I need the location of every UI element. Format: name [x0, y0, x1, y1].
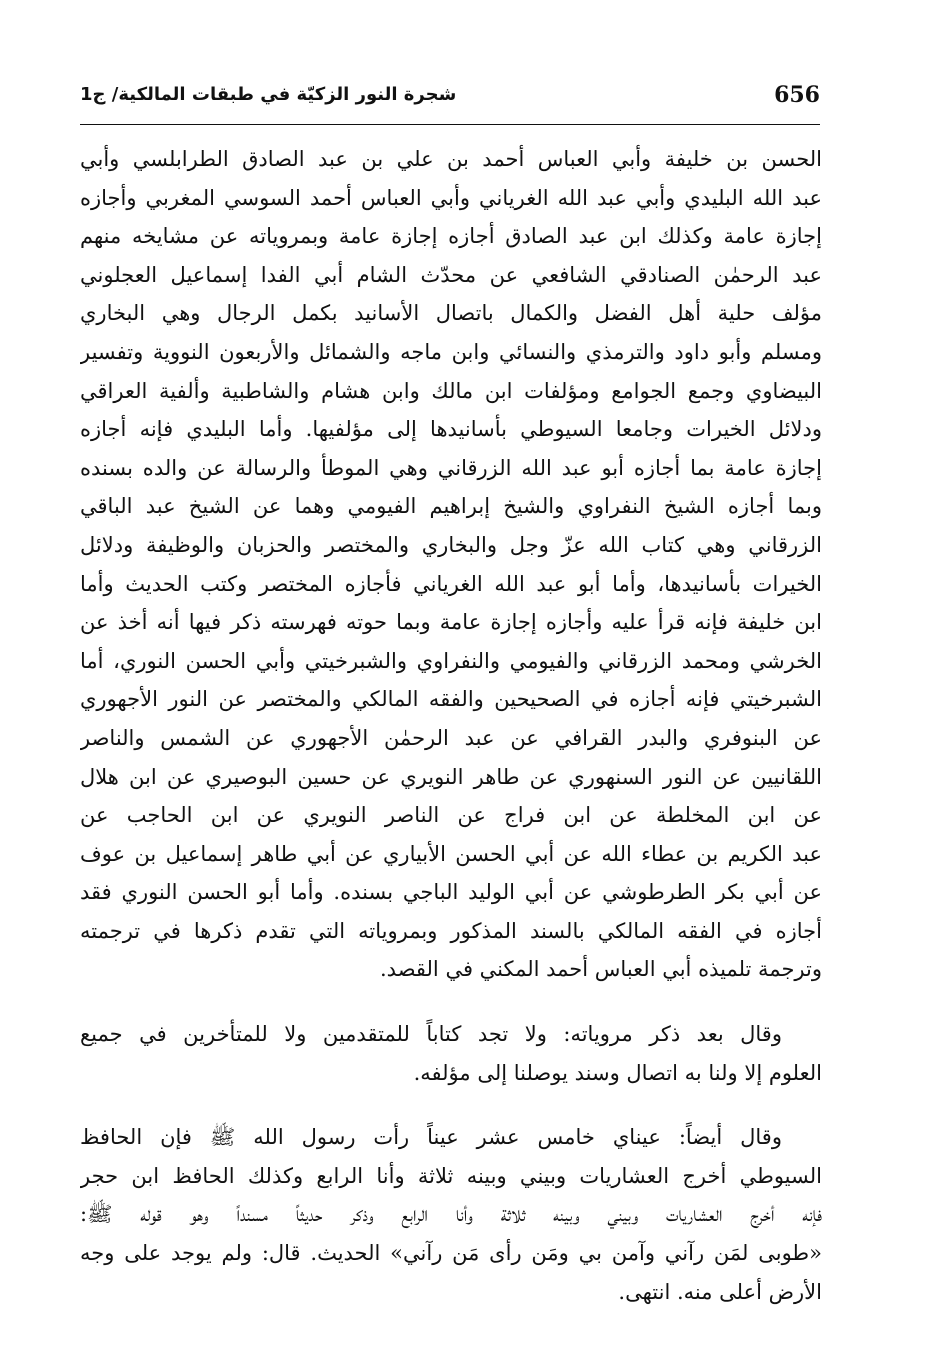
- text-line: وترجمة تلميذه أبي العباس أحمد المكني في القصد.: [380, 957, 822, 982]
- text-line: وقال بعد ذكر مروياته: ولا تجد كتاباً للمتقدمين ولا للمتأخرين في جميع: [80, 1022, 782, 1047]
- paragraph-3: [80, 1118, 822, 1311]
- text-line: العلوم إلا ولنا به اتصال وسند يوصلنا إلى مؤلفه.: [413, 1060, 822, 1085]
- text-line: البيضاوي وجمع الجوامع ومؤلفات ابن مالك وابن هشام والشاطبية وألفية العراقي: [80, 378, 822, 403]
- paragraph-2: [80, 1015, 822, 1092]
- text-line: إجازة عامة وكذلك ابن عبد الصادق أجازه إجازة عامة وبمروياته عن مشايخه منهم: [80, 224, 822, 249]
- running-title: شجرة النور الزكيّة في طبقات المالكية/ ج1: [80, 84, 457, 105]
- text-line: فإنه أخرج العشاريات وبيني وبينه ثلاثة وأنا الرابع وذكر حديثاً مسنداً وهو قوله ﷺ:: [80, 1202, 822, 1227]
- text-line: الزرقاني وهي كتاب الله عزّ وجل والبخاري والمختصر والحزبان والوظيفة ودلائل: [80, 532, 822, 557]
- text-line: أجازه في الفقه المالكي بالسند المذكور وبمروياته التي تقدم ذكرها في ترجمته: [80, 918, 822, 943]
- text-line: عبد الله البليدي وأبي عبد الله الغرياني وأبي العباس أحمد السوسي المغربي وأجازه: [80, 185, 822, 210]
- body-text: [80, 140, 822, 1311]
- text-line: ودلائل الخيرات وجامعا السيوطي بأسانيدها إلى مؤلفيها. وأما البليدي فإنه أجازه: [80, 417, 822, 442]
- text-line: عن البنوفري والبدر القرافي عن عبد الرحمٰن الأجهوري عن الشمس والناصر: [80, 725, 822, 750]
- text-line: عن ابن المخلطة عن ابن فراج عن الناصر النويري عن ابن الحاجب عن: [80, 803, 822, 828]
- text-line: الخيرات بأسانيدها، وأما أبو عبد الله الغرياني فأجازه المختصر وكتب الحديث وأما: [80, 571, 822, 596]
- text-line: السيوطي أخرج العشاريات وبيني وبينه ثلاثة وأنا الرابع وكذلك الحافظ ابن حجر: [80, 1163, 822, 1188]
- text-line: مؤلف حلية أهل الفضل والكمال باتصال الأسانيد بكمل الرجال وهي البخاري: [80, 301, 822, 326]
- text-line: ابن خليفة فإنه قرأ عليه وأجازه إجازة عامة وبما حوته فهرسته ذكر فيها أنه أخذ عن: [80, 610, 822, 635]
- text-line: عبد الرحمٰن الصنادقي الشافعي عن محدّث الشام أبي الفدا إسماعيل العجلوني: [80, 262, 822, 287]
- page-number: 656: [774, 82, 820, 108]
- text-line: «طوبى لمَن رآني وآمن بي ومَن رأى مَن رآني» الحديث. قال: ولم يوجد على وجه: [80, 1241, 822, 1266]
- text-line: الأرض أعلى منه. انتهى.: [618, 1279, 822, 1304]
- text-line: الشبرخيتي فإنه أجازه في الصحيحين والفقه المالكي والمختصر عن النور الأجهوري: [80, 687, 822, 712]
- text-line: ومسلم وأبو داود والترمذي والنسائي وابن ماجه والشمائل والأربعون النووية وتفسير: [80, 339, 822, 364]
- text-line: عبد الكريم بن عطاء الله عن أبي الحسن الأبياري عن أبي طاهر إسماعيل بن عوف: [80, 841, 822, 866]
- paragraph-1: [80, 140, 822, 989]
- running-head: [80, 82, 820, 122]
- text-line: عن أبي بكر الطرطوشي عن أبي الوليد الباجي بسنده. وأما أبو الحسن النوري فقد: [80, 880, 822, 905]
- text-line: وبما أجازه الشيخ النفراوي والشيخ إبراهيم الفيومي وهما عن الشيخ عبد الباقي: [80, 494, 822, 519]
- paragraph-gap: [80, 1092, 822, 1118]
- text-line: الحسن بن خليفة وأبي العباس أحمد بن علي بن عبد الصادق الطرابلسي وأبي: [80, 147, 822, 171]
- text-line: الخرشي ومحمد الزرقاني والفيومي والنفراوي والشبرخيتي وأبي الحسن النوري، أما: [80, 648, 822, 673]
- text-line: إجازة عامة بما أجازه أبو عبد الله الزرقاني وهي الموطأ والرسالة عن والده بسنده: [80, 455, 822, 480]
- text-line: اللقانيين عن النور السنهوري عن طاهر النويري عن حسين البوصيري عن ابن هلال: [80, 764, 822, 789]
- paragraph-gap: [80, 989, 822, 1015]
- header-rule: [80, 124, 820, 125]
- text-line: وقال أيضاً: عيناي خامس عشر عيناً رأت رسول الله ﷺ فإن الحافظ: [80, 1125, 782, 1150]
